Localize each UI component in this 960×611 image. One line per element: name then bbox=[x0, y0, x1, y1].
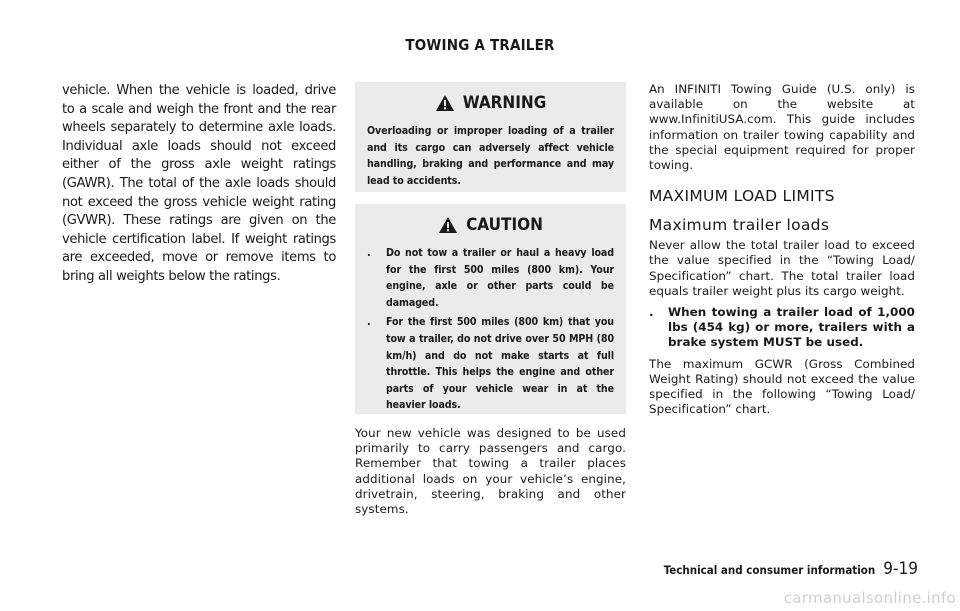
footer-section-name: Technical and consumer information bbox=[663, 563, 876, 577]
column-middle bbox=[355, 82, 626, 517]
bullet-text: When towing a trailer load of 1,000 lbs (454 kg) or more, trailers with a brake system MUST be used. bbox=[668, 305, 915, 350]
body-paragraph: Your new vehicle was designed to be used primarily to carry passengers and cargo. Remember that towing a trailer places additional loads on your vehicle’s engine, drivetrain, steering, braking and other systems. bbox=[355, 426, 626, 517]
page-footer bbox=[0, 559, 918, 579]
caution-item-text: For the first 500 miles (800 km) that you tow a trailer, do not drive over 50 MPH (80 km/h) and do not make starts at full throttle. This helps the engine and other parts of your vehicle wear in at the heavier loads. bbox=[386, 316, 614, 412]
bullet-glyph: . bbox=[649, 305, 654, 320]
subsection-heading: Maximum trailer loads bbox=[649, 216, 830, 235]
column-left bbox=[62, 82, 336, 287]
warning-title-row bbox=[367, 92, 614, 114]
caution-item-text: Do not tow a trailer or haul a heavy load for the first 500 miles (800 km). Your engine, axle or other parts could be damaged. bbox=[386, 247, 614, 309]
warning-title: WARNING bbox=[462, 93, 547, 113]
caution-title-row bbox=[367, 214, 614, 236]
body-paragraph: The maximum GCWR (Gross Combined Weight Rating) should not exceed the value specified in the following “Towing Load/ Specification” chart. bbox=[649, 356, 915, 417]
warning-text: Overloading or improper loading of a trailer and its cargo can adversely affect vehicle handling, braking and performance and may lead to accidents. bbox=[367, 125, 614, 187]
warning-box bbox=[355, 82, 626, 192]
column-right bbox=[649, 82, 915, 417]
caution-box bbox=[355, 204, 626, 414]
bullet-glyph: . bbox=[367, 316, 371, 329]
section-heading: MAXIMUM LOAD LIMITS bbox=[649, 187, 835, 206]
caution-item bbox=[367, 314, 614, 414]
caution-list bbox=[367, 245, 614, 414]
body-paragraph: vehicle. When the vehicle is loaded, drive to a scale and weigh the front and the rear wheels separately to determine axle loads. Individual axle loads should not exceed either of the gross axle weight ratings (GAWR). The total of the axle loads should not exceed the gross vehicle weight rating (GVWR). These ratings are given on the vehicle certification label. If weight ratings are exceeded, move or remove items to bring all weights below the ratings. bbox=[62, 83, 336, 284]
warning-triangle-icon bbox=[435, 94, 455, 112]
page-header-title: TOWING A TRAILER bbox=[405, 36, 555, 54]
bold-bullet-item bbox=[649, 305, 915, 351]
warning-triangle-icon bbox=[438, 216, 458, 234]
caution-item bbox=[367, 245, 614, 311]
intro-paragraph: An INFINITI Towing Guide (U.S. only) is available on the website at www.InfinitiUSA.com. This guide includes information on trailer towing capability and the special equipment required for proper towing. bbox=[649, 82, 915, 173]
body-paragraph: Never allow the total trailer load to exceed the value specified in the “Towing Load/ Specification” chart. The total trailer load equals trailer weight plus its cargo weight. bbox=[649, 238, 915, 298]
caution-title: CAUTION bbox=[466, 215, 543, 235]
bullet-glyph: . bbox=[367, 247, 371, 259]
page-number: 9-19 bbox=[883, 559, 918, 579]
watermark-text: carmanualsonline.info bbox=[783, 589, 956, 607]
watermark bbox=[0, 589, 960, 611]
